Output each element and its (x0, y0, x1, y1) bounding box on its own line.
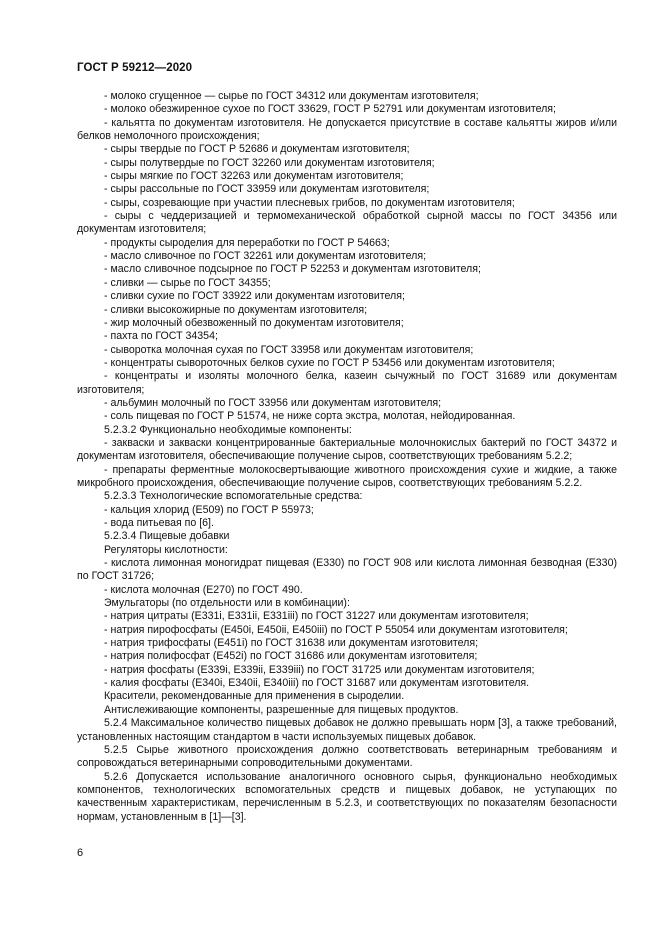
paragraph: 5.2.6 Допускается использование аналогичного основного сырья, функционально необходимых компонентов, технологических вспомогательных средств и пищевых добавок, не уступающих по качественным характеристикам, перечисленным в 5.2.3, и соответствующих по показателям безопасности нормам, установленным в [1]—[3]. (77, 770, 617, 823)
list-item: - сливки сухие по ГОСТ 33922 или документам изготовителя; (104, 290, 405, 303)
list-item: - сливки высокожирные по документам изготовителя; (104, 303, 368, 316)
list-item: - сыры рассольные по ГОСТ 33959 или документам изготовителя; (104, 183, 430, 196)
list-item: - кальятта по документам изготовителя. Не допускается присутствие в составе кальятты жиров и/или белков немолочного происхождения; (77, 116, 617, 143)
paragraph: Красители, рекомендованные для применения в сыроделии. (104, 690, 405, 703)
subgroup-label: Регуляторы кислотности: (104, 543, 228, 556)
list-item: - сыры, созревающие при участии плесневых грибов, по документам изготовителя; (104, 196, 515, 209)
list-item: - натрия полифосфат (Е452i) по ГОСТ 31686 или документам изготовителя; (104, 650, 478, 663)
list-item: - натрия пирофосфаты (Е450i, Е450ii, Е450iii) по ГОСТ Р 55054 или документам изготовителя; (104, 623, 568, 636)
list-item: - сыры полутвердые по ГОСТ 32260 или документам изготовителя; (104, 156, 435, 169)
list-item: - сыворотка молочная сухая по ГОСТ 33958 или документам изготовителя; (104, 343, 474, 356)
section-heading: 5.2.3.3 Технологические вспомогательные средства: (104, 490, 363, 503)
list-item: - сыры с чеддеризацией и термомеханической обработкой сырной массы по ГОСТ 34356 или документам изготовителя; (77, 210, 617, 236)
paragraph: 5.2.4 Максимальное количество пищевых добавок не должно превышать норм [3], а также требований, установленных настоящим стандартом в части используемых пищевых добавок. (77, 717, 617, 743)
list-item: - сыры мягкие по ГОСТ 32263 или документам изготовителя; (104, 170, 404, 183)
subgroup-label: Эмульгаторы (по отдельности или в комбинации): (104, 597, 350, 610)
list-item: - пахта по ГОСТ 34354; (104, 330, 218, 343)
section-heading: 5.2.3.4 Пищевые добавки (104, 530, 230, 543)
paragraph: 5.2.5 Сырье животного происхождения должно соответствовать ветеринарным требованиям и сопровождаться ветеринарными сопроводительными документами. (77, 743, 617, 770)
list-item: - молоко обезжиренное сухое по ГОСТ 33629, ГОСТ Р 52791 или документам изготовителя; (104, 103, 556, 116)
list-item: - кислота лимонная моногидрат пищевая (Е330) по ГОСТ 908 или кислота лимонная безводная (Е330) по ГОСТ 31726; (77, 557, 617, 583)
list-item: - жир молочный обезвоженный по документам изготовителя; (104, 316, 404, 329)
list-item: - продукты сыроделия для переработки по ГОСТ Р 54663; (104, 236, 390, 249)
list-item: - натрия трифосфаты (Е451i) по ГОСТ 31638 или документам изготовителя; (104, 637, 479, 650)
list-item: - натрия цитраты (Е331i, Е331ii, Е331iii) по ГОСТ 31227 или документам изготовителя; (104, 610, 529, 623)
list-item: - препараты ферментные молокосвертывающие животного происхождения сухие и жидкие, а также микробного происхождения, обеспечивающие получение сыров, соответствующих требованиям 5.2.2. (77, 463, 617, 489)
list-item: - концентраты и изоляты молочного белка, казеин сычужный по ГОСТ 31689 или документам изготовителя; (77, 370, 617, 396)
list-item: - масло сливочное по ГОСТ 32261 или документам изготовителя; (104, 250, 427, 263)
list-item: - молоко сгущенное — сырье по ГОСТ 34312 или документам изготовителя; (104, 90, 479, 102)
list-item: - сыры твердые по ГОСТ Р 52686 и документам изготовителя; (104, 143, 410, 156)
paragraph: Антислеживающие компоненты, разрешенные для пищевых продуктов. (104, 703, 459, 716)
list-item: - концентраты сывороточных белков сухие по ГОСТ Р 53456 или документам изготовителя; (104, 356, 555, 369)
list-item: - калия фосфаты (Е340i, Е340ii, Е340iii) по ГОСТ 31687 или документам изготовителя. (104, 677, 530, 690)
list-item: - масло сливочное подсырное по ГОСТ Р 52253 и документам изготовителя; (104, 263, 481, 276)
document-body (77, 90, 617, 824)
list-item: - соль пищевая по ГОСТ Р 51574, не ниже сорта экстра, молотая, нейодированная. (104, 410, 516, 423)
list-item: - закваски и закваски концентрированные бактериальные молочнокислых бактерий по ГОСТ 34372 и документам изготовителя, обеспечивающие получение сыров, соответствующих требованиям 5.2.2; (77, 436, 617, 463)
list-item: - вода питьевая по [6]. (104, 517, 214, 529)
document-header: ГОСТ Р 59212—2020 (77, 62, 193, 74)
list-item: - кислота молочная (Е270) по ГОСТ 490. (104, 583, 303, 596)
list-item: - альбумин молочный по ГОСТ 33956 или документам изготовителя; (104, 396, 442, 409)
list-item: - натрия фосфаты (Е339i, Е339ii, Е339iii) по ГОСТ 31725 или документам изготовителя; (104, 663, 535, 676)
list-item: - сливки — сырье по ГОСТ 34355; (104, 276, 271, 289)
list-item: - кальция хлорид (Е509) по ГОСТ Р 55973; (104, 503, 314, 516)
page-number: 6 (77, 847, 84, 859)
section-heading: 5.2.3.2 Функционально необходимые компоненты: (104, 423, 352, 436)
